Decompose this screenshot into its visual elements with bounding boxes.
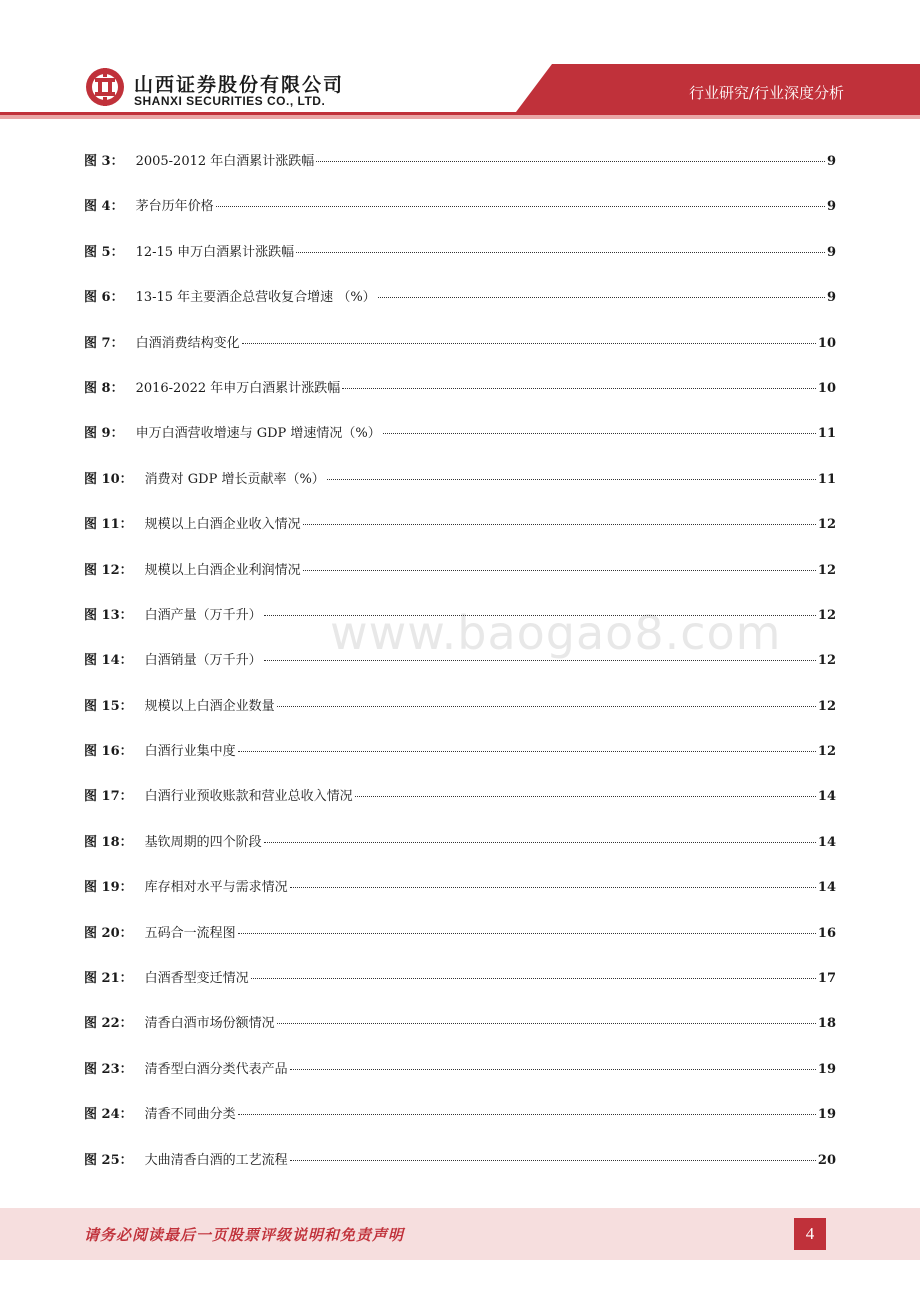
toc-leader-dots <box>303 524 816 525</box>
toc-figure-number: 图 13： <box>84 607 133 623</box>
toc-leader-dots <box>242 343 816 344</box>
toc-entry[interactable] <box>84 241 836 286</box>
toc-leader-dots <box>342 388 816 389</box>
page-header <box>0 0 920 120</box>
toc-page-number: 11 <box>817 426 836 442</box>
toc-figure-number: 图 5： <box>84 244 124 260</box>
toc-entry[interactable] <box>84 876 836 921</box>
toc-figure-number: 图 3： <box>84 154 124 169</box>
toc-leader-dots <box>316 161 825 162</box>
toc-entry[interactable] <box>84 1058 836 1103</box>
toc-figure-title: 茅台历年价格 <box>135 199 214 215</box>
toc-entry[interactable] <box>84 831 836 876</box>
toc-figure-number: 图 12： <box>84 562 133 578</box>
toc-page-number: 12 <box>817 653 836 669</box>
toc-leader-dots <box>290 1160 816 1161</box>
toc-page-number: 12 <box>817 607 836 623</box>
toc-figure-number: 图 24： <box>84 1107 133 1123</box>
toc-figure-number: 图 18： <box>84 834 133 850</box>
toc-figure-number: 图 23： <box>84 1061 133 1077</box>
toc-leader-dots <box>327 479 816 480</box>
toc-page-number: 19 <box>817 1107 836 1123</box>
toc-leader-dots <box>277 706 816 707</box>
toc-entry[interactable] <box>84 604 836 649</box>
toc-entry[interactable] <box>84 150 836 195</box>
toc-leader-dots <box>290 1069 816 1070</box>
toc-entry[interactable] <box>84 649 836 694</box>
toc-figure-number: 图 6： <box>84 290 124 306</box>
toc-figure-number: 图 16： <box>84 744 133 760</box>
company-name-en: SHANXI SECURITIES CO., LTD. <box>134 94 326 108</box>
toc-figure-title: 五码合一流程图 <box>144 925 236 941</box>
toc-page-number: 14 <box>817 834 836 850</box>
toc-page-number: 10 <box>817 335 836 351</box>
toc-figure-number: 图 17： <box>84 789 133 805</box>
page-footer <box>0 1208 920 1260</box>
toc-page-number: 9 <box>826 154 836 169</box>
toc-figure-number: 图 21： <box>84 971 133 987</box>
toc-page-number: 14 <box>817 880 836 896</box>
page-number: 4 <box>794 1218 826 1250</box>
toc-figure-title: 12-15 申万白酒累计涨跌幅 <box>135 244 295 260</box>
toc-leader-dots <box>290 887 816 888</box>
toc-page-number: 20 <box>817 1152 836 1168</box>
toc-figure-title: 申万白酒营收增速与 GDP 增速情况（%） <box>135 426 381 442</box>
toc-figure-title: 规模以上白酒企业利润情况 <box>144 562 301 578</box>
toc-leader-dots <box>238 751 816 752</box>
toc-figure-title: 白酒销量（万千升） <box>144 653 262 669</box>
toc-entry[interactable] <box>84 1103 836 1148</box>
toc-entry[interactable] <box>84 422 836 467</box>
toc-page-number: 11 <box>817 471 836 487</box>
toc-leader-dots <box>264 842 816 843</box>
toc-figure-title: 2016-2022 年申万白酒累计涨跌幅 <box>135 380 341 396</box>
toc-figure-number: 图 7： <box>84 335 124 351</box>
toc-entry[interactable] <box>84 785 836 830</box>
toc-entry[interactable] <box>84 559 836 604</box>
toc-page-number: 9 <box>826 290 836 306</box>
toc-figure-title: 清香白酒市场份额情况 <box>144 1016 275 1032</box>
watermark: www.baogao8.com <box>330 606 782 660</box>
toc-figure-number: 图 9： <box>84 426 124 442</box>
toc-figure-title: 白酒行业预收账款和营业总收入情况 <box>144 789 353 805</box>
toc-figure-number: 图 22： <box>84 1016 133 1032</box>
toc-figure-number: 图 11： <box>84 517 133 533</box>
toc-page-number: 16 <box>817 925 836 941</box>
toc-figure-title: 清香型白酒分类代表产品 <box>144 1061 288 1077</box>
company-name-cn: 山西证券股份有限公司 <box>134 74 345 96</box>
toc-figure-title: 白酒产量（万千升） <box>144 607 262 623</box>
toc-figure-title: 清香不同曲分类 <box>144 1107 236 1123</box>
toc-figure-title: 大曲清香白酒的工艺流程 <box>144 1152 288 1168</box>
toc-figure-title: 基钦周期的四个阶段 <box>144 834 262 850</box>
toc-leader-dots <box>264 660 816 661</box>
toc-leader-dots <box>216 206 825 207</box>
toc-page-number: 10 <box>817 380 836 396</box>
toc-figure-title: 规模以上白酒企业数量 <box>144 698 275 714</box>
toc-leader-dots <box>264 615 816 616</box>
toc-page-number: 17 <box>817 971 836 987</box>
toc-figure-number: 图 14： <box>84 653 133 669</box>
toc-entry[interactable] <box>84 740 836 785</box>
toc-page-number: 12 <box>817 744 836 760</box>
toc-entry[interactable] <box>84 695 836 740</box>
toc-leader-dots <box>238 933 816 934</box>
toc-figure-number: 图 8： <box>84 380 124 396</box>
toc-leader-dots <box>383 433 816 434</box>
toc-page-number: 9 <box>826 244 836 260</box>
toc-entry[interactable] <box>84 377 836 422</box>
table-of-figures <box>84 150 836 1194</box>
toc-entry[interactable] <box>84 195 836 240</box>
toc-page-number: 12 <box>817 698 836 714</box>
toc-figure-number: 图 19： <box>84 880 133 896</box>
toc-leader-dots <box>296 252 825 253</box>
toc-page-number: 12 <box>817 517 836 533</box>
toc-figure-title: 白酒消费结构变化 <box>135 335 240 351</box>
toc-leader-dots <box>277 1023 816 1024</box>
toc-figure-title: 13-15 年主要酒企总营收复合增速 （%） <box>135 290 376 306</box>
toc-page-number: 14 <box>817 789 836 805</box>
toc-page-number: 19 <box>817 1061 836 1077</box>
toc-entry[interactable] <box>84 468 836 513</box>
section-title: 行业研究/行业深度分析 <box>688 84 844 102</box>
toc-figure-number: 图 10： <box>84 471 133 487</box>
toc-page-number: 9 <box>826 199 836 215</box>
toc-leader-dots <box>378 297 825 298</box>
toc-figure-number: 图 15： <box>84 698 133 714</box>
toc-figure-title: 库存相对水平与需求情况 <box>144 880 288 896</box>
toc-entry[interactable] <box>84 922 836 967</box>
toc-figure-title: 白酒香型变迁情况 <box>144 971 249 987</box>
toc-figure-number: 图 20： <box>84 925 133 941</box>
toc-leader-dots <box>251 978 816 979</box>
toc-figure-title: 规模以上白酒企业收入情况 <box>144 517 301 533</box>
toc-leader-dots <box>303 570 816 571</box>
toc-leader-dots <box>238 1114 816 1115</box>
footer-disclaimer: 请务必阅读最后一页股票评级说明和免责声明 <box>84 1226 405 1244</box>
toc-entry[interactable] <box>84 332 836 377</box>
toc-entry[interactable] <box>84 513 836 558</box>
toc-leader-dots <box>355 796 816 797</box>
toc-entry[interactable] <box>84 286 836 331</box>
toc-figure-title: 白酒行业集中度 <box>144 744 236 760</box>
toc-figure-number: 图 25： <box>84 1152 133 1168</box>
toc-page-number: 18 <box>817 1016 836 1032</box>
toc-entry[interactable] <box>84 967 836 1012</box>
toc-figure-title: 消费对 GDP 增长贡献率（%） <box>144 471 325 487</box>
company-logo-icon <box>84 66 126 108</box>
toc-entry[interactable] <box>84 1149 836 1194</box>
toc-entry[interactable] <box>84 1012 836 1057</box>
toc-figure-title: 2005-2012 年白酒累计涨跌幅 <box>135 154 315 169</box>
toc-page-number: 12 <box>817 562 836 578</box>
toc-figure-number: 图 4： <box>84 199 124 215</box>
